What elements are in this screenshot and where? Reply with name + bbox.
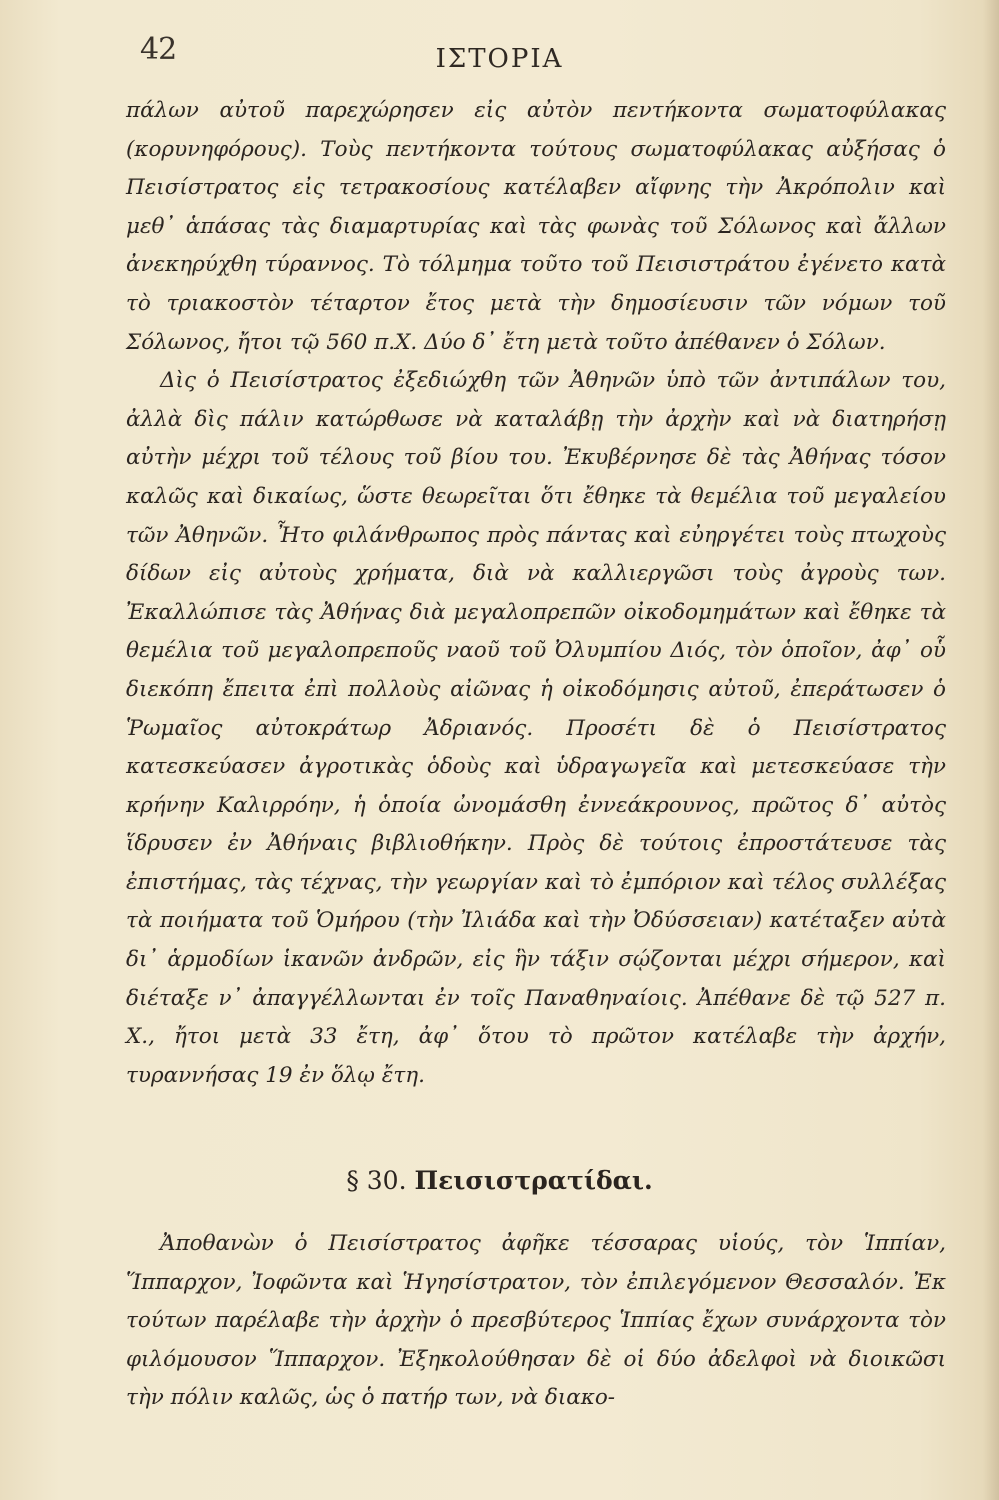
main-text-block bbox=[126, 92, 946, 1095]
page-edge-shadow bbox=[983, 0, 999, 1500]
paragraph: Ἀποθανὼν ὁ Πεισίστρατος ἀφῆκε τέσσαρας υἱούς, τὸν Ἱππίαν, Ἵππαρχον, Ἰοφῶντα καὶ Ἡγησίστρατον, τὸν ἐπιλεγόμενον Θεσσαλόν. Ἐκ τούτων παρέλαβε τὴν ἀρχὴν ὁ πρεσβύτερος Ἱππίας ἔχων συνάρχοντα τὸν φιλόμουσον Ἵππαρχον. Ἐξηκολούθησαν δὲ οἱ δύο ἀδελφοὶ νὰ διοικῶσι τὴν πόλιν καλῶς, ὡς ὁ πατήρ των, νὰ διακο- bbox=[126, 1231, 946, 1411]
section-title: Πεισιστρατίδαι. bbox=[414, 1166, 653, 1195]
paragraph-continued: πάλων αὐτοῦ παρεχώρησεν εἰς αὐτὸν πεντήκοντα σωματοφύλακας (κορυνηφόρους). Τοὺς πεντήκοντα τούτους σωματοφύλακας αὐξήσας ὁ Πεισίστρατος εἰς τετρακοσίους κατέλαβεν αἴφνης τὴν Ἀκρόπολιν καὶ μεθ᾽ ἁπάσας τὰς διαμαρτυρίας καὶ τὰς φωνὰς τοῦ Σόλωνος καὶ ἄλλων ἀνεκηρύχθη τύραννος. Τὸ τόλμημα τοῦτο τοῦ Πεισιστράτου ἐγένετο κατὰ τὸ τριακοστὸν τέταρτον ἔτος μετὰ τὴν δημοσίευσιν τῶν νόμων τοῦ Σόλωνος, ἤτοι τῷ 560 π.Χ. Δύο δ᾽ ἔτη μετὰ τοῦτο ἀπέθανεν ὁ Σόλων. bbox=[126, 98, 946, 355]
section-heading bbox=[0, 1166, 999, 1195]
paragraph: Δὶς ὁ Πεισίστρατος ἐξεδιώχθη τῶν Ἀθηνῶν ὑπὸ τῶν ἀντιπάλων του, ἀλλὰ δὶς πάλιν κατώρθωσε νὰ καταλάβῃ τὴν ἀρχὴν καὶ νὰ διατηρήσῃ αὐτὴν μέχρι τοῦ τέλους τοῦ βίου του. Ἐκυβέρνησε δὲ τὰς Ἀθήνας τόσον καλῶς καὶ δικαίως, ὥστε θεωρεῖται ὅτι ἔθηκε τὰ θεμέλια τοῦ μεγαλείου τῶν Ἀθηνῶν. Ἦτο φιλάνθρωπος πρὸς πάντας καὶ εὐηργέτει τοὺς πτωχοὺς δίδων εἰς αὐτοὺς χρήματα, διὰ νὰ καλλιεργῶσι τοὺς ἀγροὺς των. Ἐκαλλώπισε τὰς Ἀθήνας διὰ μεγαλοπρεπῶν οἰκοδομημάτων καὶ ἔθηκε τὰ θεμέλια τοῦ μεγαλοπρεποῦς ναοῦ τοῦ Ὀλυμπίου Διός, τὸν ὁποῖον, ἀφ᾽ οὗ διεκόπη ἔπειτα ἐπὶ πολλοὺς αἰῶνας ἡ οἰκοδόμησις αὐτοῦ, ἐπεράτωσεν ὁ Ῥωμαῖος αὐτοκράτωρ Ἀδριανός. Προσέτι δὲ ὁ Πεισίστρατος κατεσκεύασεν ἀγροτικὰς ὁδοὺς καὶ ὑδραγωγεῖα καὶ μετεσκεύασε τὴν κρήνην Καλιρρόην, ἡ ὁποία ὠνομάσθη ἐννεάκρουνος, πρῶτος δ᾽ αὐτὸς ἵδρυσεν ἐν Ἀθήναις βιβλιοθήκην. Πρὸς δὲ τούτοις ἐπροστάτευσε τὰς ἐπιστήμας, τὰς τέχνας, τὴν γεωργίαν καὶ τὸ ἐμπόριον καὶ τέλος συλλέξας τὰ ποιήματα τοῦ Ὁμήρου (τὴν Ἰλιάδα καὶ τὴν Ὀδύσσειαν) κατέταξεν αὐτὰ δι᾽ ἁρμοδίων ἱκανῶν ἀνδρῶν, εἰς ἣν τάξιν σῴζονται μέχρι σήμερον, καὶ διέταξε ν᾽ ἀπαγγέλλωνται ἐν τοῖς Παναθηναίοις. Ἀπέθανε δὲ τῷ 527 π. Χ., ἤτοι μετὰ 33 ἔτη, ἀφ᾽ ὅτου τὸ πρῶτον κατέλαβε τὴν ἀρχήν, τυραννήσας 19 ἐν ὅλῳ ἔτη. bbox=[126, 368, 946, 1088]
running-title: ΙΣΤΟΡΙΑ bbox=[435, 44, 564, 74]
section-text-block bbox=[126, 1225, 946, 1418]
page-number: 42 bbox=[140, 32, 177, 67]
section-number: § 30. bbox=[346, 1166, 407, 1195]
